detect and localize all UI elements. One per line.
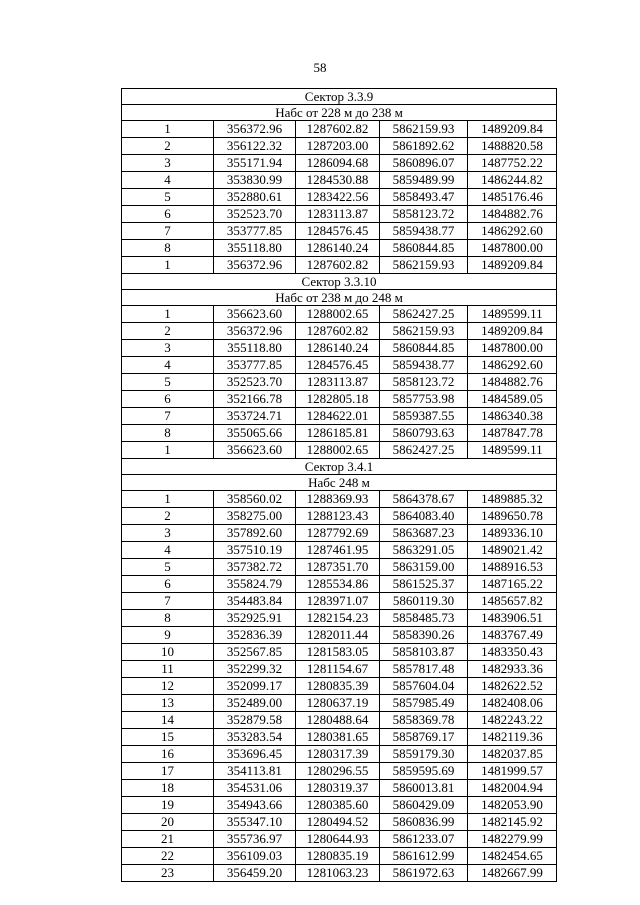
coordinate-cell: 356122.32 <box>214 138 296 155</box>
coordinate-cell: 355824.79 <box>214 576 296 593</box>
point-number-cell: 7 <box>122 223 214 240</box>
coordinate-cell: 5858123.72 <box>380 374 468 391</box>
point-number-cell: 13 <box>122 695 214 712</box>
point-number-cell: 2 <box>122 508 214 525</box>
coordinate-cell: 1283113.87 <box>296 374 380 391</box>
table-row <box>122 814 557 831</box>
coordinate-cell: 1287203.00 <box>296 138 380 155</box>
point-number-cell: 10 <box>122 644 214 661</box>
coordinate-cell: 5860119.30 <box>380 593 468 610</box>
table-row <box>122 357 557 374</box>
coordinate-cell: 5862159.93 <box>380 323 468 340</box>
point-number-cell: 7 <box>122 408 214 425</box>
table-row <box>122 240 557 257</box>
point-number-cell: 20 <box>122 814 214 831</box>
coordinate-cell: 1486292.60 <box>468 357 557 374</box>
coordinate-cell: 5859595.69 <box>380 763 468 780</box>
point-number-cell: 18 <box>122 780 214 797</box>
coordinate-cell: 352523.70 <box>214 374 296 391</box>
table-row <box>122 542 557 559</box>
coordinate-cell: 1482454.65 <box>468 848 557 865</box>
table-row <box>122 712 557 729</box>
coordinate-cell: 5859179.30 <box>380 746 468 763</box>
coordinate-cell: 1281154.67 <box>296 661 380 678</box>
point-number-cell: 17 <box>122 763 214 780</box>
table-row <box>122 780 557 797</box>
coordinate-cell: 1482622.52 <box>468 678 557 695</box>
coordinate-cell: 1287602.82 <box>296 121 380 138</box>
point-number-cell: 21 <box>122 831 214 848</box>
point-number-cell: 5 <box>122 374 214 391</box>
point-number-cell: 3 <box>122 525 214 542</box>
coordinate-cell: 1483350.43 <box>468 644 557 661</box>
section-subtitle-row <box>122 475 557 491</box>
coordinate-cell: 5861892.62 <box>380 138 468 155</box>
table-row <box>122 746 557 763</box>
coordinates-table <box>121 88 557 882</box>
coordinate-cell: 1280488.64 <box>296 712 380 729</box>
coordinate-cell: 5858369.78 <box>380 712 468 729</box>
coordinate-cell: 5858123.72 <box>380 206 468 223</box>
coordinate-cell: 5861525.37 <box>380 576 468 593</box>
coordinate-cell: 1283113.87 <box>296 206 380 223</box>
coordinate-cell: 1282805.18 <box>296 391 380 408</box>
coordinate-cell: 1483906.51 <box>468 610 557 627</box>
coordinate-cell: 352879.58 <box>214 712 296 729</box>
point-number-cell: 5 <box>122 189 214 206</box>
point-number-cell: 4 <box>122 172 214 189</box>
table-row <box>122 729 557 746</box>
coordinate-cell: 5864378.67 <box>380 491 468 508</box>
coordinate-cell: 1280835.19 <box>296 848 380 865</box>
coordinate-cell: 1482933.36 <box>468 661 557 678</box>
point-number-cell: 2 <box>122 323 214 340</box>
coordinate-cell: 1482037.85 <box>468 746 557 763</box>
coordinate-cell: 1280317.39 <box>296 746 380 763</box>
coordinate-cell: 5858493.47 <box>380 189 468 206</box>
section-subtitle: Набс 248 м <box>122 475 557 491</box>
coordinate-cell: 1487847.78 <box>468 425 557 442</box>
point-number-cell: 11 <box>122 661 214 678</box>
coordinate-cell: 1286140.24 <box>296 340 380 357</box>
point-number-cell: 1 <box>122 442 214 459</box>
table-row <box>122 831 557 848</box>
coordinate-cell: 5858769.17 <box>380 729 468 746</box>
coordinate-cell: 1280637.19 <box>296 695 380 712</box>
section-title: Сектор 3.3.9 <box>122 89 557 105</box>
coordinate-cell: 357382.72 <box>214 559 296 576</box>
table-row <box>122 121 557 138</box>
coordinate-cell: 5862427.25 <box>380 442 468 459</box>
coordinate-cell: 352489.00 <box>214 695 296 712</box>
coordinate-cell: 1287792.69 <box>296 525 380 542</box>
coordinate-cell: 1482667.99 <box>468 865 557 882</box>
table-row <box>122 865 557 882</box>
coordinate-cell: 1286185.81 <box>296 425 380 442</box>
coordinate-cell: 5861972.63 <box>380 865 468 882</box>
coordinate-cell: 354113.81 <box>214 763 296 780</box>
coordinate-cell: 352836.39 <box>214 627 296 644</box>
coordinate-cell: 1489209.84 <box>468 121 557 138</box>
coordinate-cell: 5862159.93 <box>380 121 468 138</box>
coordinate-cell: 355118.80 <box>214 340 296 357</box>
point-number-cell: 1 <box>122 257 214 274</box>
coordinate-cell: 1487800.00 <box>468 340 557 357</box>
coordinate-cell: 1488820.58 <box>468 138 557 155</box>
table-row <box>122 442 557 459</box>
point-number-cell: 22 <box>122 848 214 865</box>
point-number-cell: 4 <box>122 542 214 559</box>
coordinate-cell: 1482145.92 <box>468 814 557 831</box>
table-row <box>122 323 557 340</box>
coordinate-cell: 1484882.76 <box>468 206 557 223</box>
coordinate-cell: 356623.60 <box>214 306 296 323</box>
table-row <box>122 678 557 695</box>
coordinate-cell: 1489209.84 <box>468 323 557 340</box>
coordinate-cell: 1486340.38 <box>468 408 557 425</box>
coordinate-cell: 5860844.85 <box>380 240 468 257</box>
coordinate-cell: 1284622.01 <box>296 408 380 425</box>
coordinate-cell: 356372.96 <box>214 257 296 274</box>
coordinate-cell: 354531.06 <box>214 780 296 797</box>
section-title: Сектор 3.3.10 <box>122 274 557 290</box>
point-number-cell: 7 <box>122 593 214 610</box>
table-row <box>122 525 557 542</box>
coordinate-cell: 1485176.46 <box>468 189 557 206</box>
coordinate-cell: 356623.60 <box>214 442 296 459</box>
coordinate-cell: 353283.54 <box>214 729 296 746</box>
coordinate-cell: 1487800.00 <box>468 240 557 257</box>
coordinate-cell: 1284576.45 <box>296 357 380 374</box>
coordinate-cell: 357892.60 <box>214 525 296 542</box>
coordinate-cell: 5863291.05 <box>380 542 468 559</box>
coordinate-cell: 1284576.45 <box>296 223 380 240</box>
coordinate-cell: 1489650.78 <box>468 508 557 525</box>
coordinate-cell: 352880.61 <box>214 189 296 206</box>
coordinate-cell: 355118.80 <box>214 240 296 257</box>
section-subtitle-row <box>122 105 557 121</box>
table-row <box>122 593 557 610</box>
coordinate-cell: 5860896.07 <box>380 155 468 172</box>
coordinate-cell: 5860793.63 <box>380 425 468 442</box>
table-row <box>122 408 557 425</box>
coordinate-cell: 1280494.52 <box>296 814 380 831</box>
coordinate-cell: 1489885.32 <box>468 491 557 508</box>
point-number-cell: 6 <box>122 576 214 593</box>
coordinate-cell: 1482243.22 <box>468 712 557 729</box>
coordinate-cell: 355065.66 <box>214 425 296 442</box>
coordinate-cell: 5858103.87 <box>380 644 468 661</box>
coordinate-cell: 1484882.76 <box>468 374 557 391</box>
coordinate-cell: 5859387.55 <box>380 408 468 425</box>
coordinate-cell: 5860844.85 <box>380 340 468 357</box>
coordinate-cell: 1280296.55 <box>296 763 380 780</box>
coordinate-cell: 1482004.94 <box>468 780 557 797</box>
point-number-cell: 6 <box>122 391 214 408</box>
coordinate-cell: 1288002.65 <box>296 306 380 323</box>
section-subtitle: Набс от 238 м до 248 м <box>122 290 557 306</box>
point-number-cell: 14 <box>122 712 214 729</box>
table-row <box>122 627 557 644</box>
coordinate-cell: 1486244.82 <box>468 172 557 189</box>
coordinate-cell: 356459.20 <box>214 865 296 882</box>
coordinate-cell: 5857753.98 <box>380 391 468 408</box>
coordinate-cell: 1288369.93 <box>296 491 380 508</box>
coordinate-cell: 356109.03 <box>214 848 296 865</box>
table-row <box>122 610 557 627</box>
coordinate-cell: 355347.10 <box>214 814 296 831</box>
coordinate-cell: 1482408.06 <box>468 695 557 712</box>
coordinate-cell: 5861233.07 <box>380 831 468 848</box>
coordinate-cell: 358560.02 <box>214 491 296 508</box>
table-row <box>122 340 557 357</box>
table-row <box>122 508 557 525</box>
coordinate-cell: 1487752.22 <box>468 155 557 172</box>
section-title-row <box>122 459 557 475</box>
table-row <box>122 491 557 508</box>
coordinate-cell: 5858390.26 <box>380 627 468 644</box>
coordinate-cell: 1489021.42 <box>468 542 557 559</box>
coordinate-cell: 1280835.39 <box>296 678 380 695</box>
coordinate-cell: 5859489.99 <box>380 172 468 189</box>
coordinate-cell: 352523.70 <box>214 206 296 223</box>
coordinate-cell: 356372.96 <box>214 121 296 138</box>
coordinate-cell: 1481999.57 <box>468 763 557 780</box>
coordinate-cell: 1288123.43 <box>296 508 380 525</box>
table-row <box>122 425 557 442</box>
coordinate-cell: 1280381.65 <box>296 729 380 746</box>
coordinate-cell: 5857817.48 <box>380 661 468 678</box>
coordinate-cell: 357510.19 <box>214 542 296 559</box>
coordinate-cell: 1287602.82 <box>296 323 380 340</box>
table-row <box>122 155 557 172</box>
coordinate-cell: 5858485.73 <box>380 610 468 627</box>
point-number-cell: 8 <box>122 610 214 627</box>
coordinate-cell: 354483.84 <box>214 593 296 610</box>
coordinate-cell: 355171.94 <box>214 155 296 172</box>
coordinate-cell: 1281063.23 <box>296 865 380 882</box>
coordinate-cell: 5861612.99 <box>380 848 468 865</box>
point-number-cell: 9 <box>122 627 214 644</box>
coordinate-cell: 1283971.07 <box>296 593 380 610</box>
coordinate-cell: 1286094.68 <box>296 155 380 172</box>
coordinate-cell: 1280319.37 <box>296 780 380 797</box>
coordinate-cell: 354943.66 <box>214 797 296 814</box>
table-row <box>122 223 557 240</box>
coordinate-cell: 5859438.77 <box>380 223 468 240</box>
section-title: Сектор 3.4.1 <box>122 459 557 475</box>
coordinate-cell: 352299.32 <box>214 661 296 678</box>
section-title-row <box>122 274 557 290</box>
coordinate-cell: 1280385.60 <box>296 797 380 814</box>
coordinate-cell: 1488916.53 <box>468 559 557 576</box>
table-row <box>122 797 557 814</box>
point-number-cell: 19 <box>122 797 214 814</box>
coordinate-cell: 1482279.99 <box>468 831 557 848</box>
coordinate-cell: 1484589.05 <box>468 391 557 408</box>
coordinate-cell: 356372.96 <box>214 323 296 340</box>
coordinate-cell: 355736.97 <box>214 831 296 848</box>
point-number-cell: 1 <box>122 121 214 138</box>
table-row <box>122 661 557 678</box>
coordinate-cell: 5857985.49 <box>380 695 468 712</box>
coordinate-cell: 1482053.90 <box>468 797 557 814</box>
table-row <box>122 391 557 408</box>
point-number-cell: 4 <box>122 357 214 374</box>
coordinate-cell: 1280644.93 <box>296 831 380 848</box>
table-row <box>122 257 557 274</box>
coordinate-cell: 1487165.22 <box>468 576 557 593</box>
point-number-cell: 1 <box>122 491 214 508</box>
point-number-cell: 3 <box>122 155 214 172</box>
coordinate-cell: 1285534.86 <box>296 576 380 593</box>
coordinate-cell: 1486292.60 <box>468 223 557 240</box>
coordinate-cell: 1482119.36 <box>468 729 557 746</box>
coordinate-cell: 5863687.23 <box>380 525 468 542</box>
table-row <box>122 559 557 576</box>
coordinate-cell: 1288002.65 <box>296 442 380 459</box>
coordinate-cell: 1489599.11 <box>468 442 557 459</box>
point-number-cell: 23 <box>122 865 214 882</box>
table-row <box>122 374 557 391</box>
table-row <box>122 848 557 865</box>
coordinate-cell: 352099.17 <box>214 678 296 695</box>
table-row <box>122 206 557 223</box>
coordinate-cell: 353724.71 <box>214 408 296 425</box>
section-subtitle: Набс от 228 м до 238 м <box>122 105 557 121</box>
section-title-row <box>122 89 557 105</box>
coordinate-cell: 353777.85 <box>214 357 296 374</box>
table-row <box>122 695 557 712</box>
table-row <box>122 306 557 323</box>
coordinate-cell: 1287351.70 <box>296 559 380 576</box>
coordinate-cell: 358275.00 <box>214 508 296 525</box>
point-number-cell: 6 <box>122 206 214 223</box>
coordinate-cell: 5863159.00 <box>380 559 468 576</box>
table-row <box>122 576 557 593</box>
coordinate-cell: 5860013.81 <box>380 780 468 797</box>
coordinate-cell: 353777.85 <box>214 223 296 240</box>
table-row <box>122 138 557 155</box>
coordinate-cell: 1286140.24 <box>296 240 380 257</box>
coordinate-cell: 1283422.56 <box>296 189 380 206</box>
coordinate-cell: 353830.99 <box>214 172 296 189</box>
point-number-cell: 15 <box>122 729 214 746</box>
point-number-cell: 12 <box>122 678 214 695</box>
coordinate-cell: 1282154.23 <box>296 610 380 627</box>
table-row <box>122 189 557 206</box>
point-number-cell: 2 <box>122 138 214 155</box>
table-row <box>122 172 557 189</box>
section-subtitle-row <box>122 290 557 306</box>
coordinate-cell: 353696.45 <box>214 746 296 763</box>
coordinate-cell: 1485657.82 <box>468 593 557 610</box>
point-number-cell: 5 <box>122 559 214 576</box>
coordinate-cell: 5859438.77 <box>380 357 468 374</box>
point-number-cell: 3 <box>122 340 214 357</box>
coordinate-cell: 5862427.25 <box>380 306 468 323</box>
coordinate-cell: 1284530.88 <box>296 172 380 189</box>
coordinate-cell: 1483767.49 <box>468 627 557 644</box>
coordinate-cell: 1287461.95 <box>296 542 380 559</box>
coordinate-cell: 1282011.44 <box>296 627 380 644</box>
coordinate-cell: 5860429.09 <box>380 797 468 814</box>
point-number-cell: 8 <box>122 425 214 442</box>
coordinate-cell: 5860836.99 <box>380 814 468 831</box>
coordinate-cell: 352166.78 <box>214 391 296 408</box>
coordinate-cell: 5862159.93 <box>380 257 468 274</box>
page-number: 58 <box>313 60 327 75</box>
coordinate-cell: 352925.91 <box>214 610 296 627</box>
point-number-cell: 8 <box>122 240 214 257</box>
coordinate-cell: 1489599.11 <box>468 306 557 323</box>
table-row <box>122 644 557 661</box>
coordinate-cell: 352567.85 <box>214 644 296 661</box>
coordinate-cell: 5864083.40 <box>380 508 468 525</box>
coordinate-cell: 1281583.05 <box>296 644 380 661</box>
coordinate-cell: 1287602.82 <box>296 257 380 274</box>
coordinate-cell: 1489336.10 <box>468 525 557 542</box>
point-number-cell: 16 <box>122 746 214 763</box>
coordinate-cell: 1489209.84 <box>468 257 557 274</box>
point-number-cell: 1 <box>122 306 214 323</box>
coordinate-cell: 5857604.04 <box>380 678 468 695</box>
table-row <box>122 763 557 780</box>
